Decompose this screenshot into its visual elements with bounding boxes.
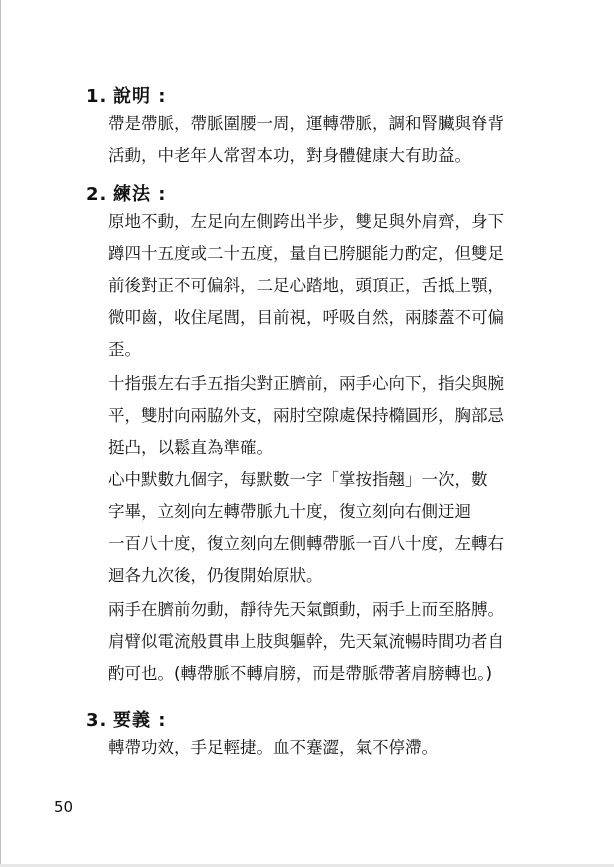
text-line: 平，雙肘向兩脇外支，兩肘空隙處保持橢圓形，胸部忌 (108, 406, 504, 425)
text-line: 迴各九次後，仍復開始原狀。 (108, 566, 323, 585)
text-line: 原地不動，左足向左側跨出半步，雙足與外肩齊，身下 (108, 212, 504, 231)
text-line: 轉帶功效，手足輕捷。血不蹇澀，氣不停滯。 (108, 738, 438, 757)
text-line: 挺凸，以鬆直為準確。 (108, 438, 273, 457)
text-line: 帶是帶脈，帶脈圍腰一周，運轉帶脈，調和腎臟與脊背 (108, 114, 504, 133)
page-left-edge (0, 0, 1, 867)
text-line: 歪。 (108, 340, 141, 359)
section-title: 要義 : (113, 710, 167, 731)
page-number: 50 (54, 798, 74, 816)
text-line: 兩手在臍前勿動，靜待先天氣顫動，兩手上而至胳膊。 (108, 600, 504, 619)
section-number: 3. (86, 710, 108, 731)
section-heading-explanation (86, 82, 166, 108)
text-line: 肩臂似電流般貫串上肢與軀幹，先天氣流暢時間功者自 (108, 632, 504, 651)
text-line: 一百八十度，復立刻向左側轉帶脈一百八十度，左轉右 (108, 534, 504, 553)
text-line: 蹲四十五度或二十五度，量自已胯腿能力酌定，但雙足 (108, 244, 504, 263)
text-line: 酌可也。(轉帶脈不轉肩膀，而是帶脈帶著肩膀轉也。) (108, 664, 493, 683)
text-line: 活動，中老年人常習本功，對身體健康大有助益。 (108, 146, 471, 165)
section-heading-key-points (86, 706, 166, 732)
section-number: 1. (86, 86, 108, 107)
text-line: 心中默數九個字，每默數一字「掌按指翹」一次，數 (108, 470, 488, 489)
text-line: 十指張左右手五指尖對正臍前，兩手心向下，指尖與腕 (108, 374, 504, 393)
section-number: 2. (86, 184, 108, 205)
section-heading-practice-method (86, 180, 166, 206)
text-line: 前後對正不可偏斜，二足心踏地，頭頂正，舌抵上顎， (108, 276, 504, 295)
section-title: 練法 : (113, 184, 167, 205)
text-line: 微叩齒，收住尾閭，目前視，呼吸自然，兩膝蓋不可偏 (108, 308, 504, 327)
text-line: 字畢，立刻向左轉帶脈九十度，復立刻向右側迂迴 (108, 502, 471, 521)
section-title: 說明 : (113, 86, 167, 107)
